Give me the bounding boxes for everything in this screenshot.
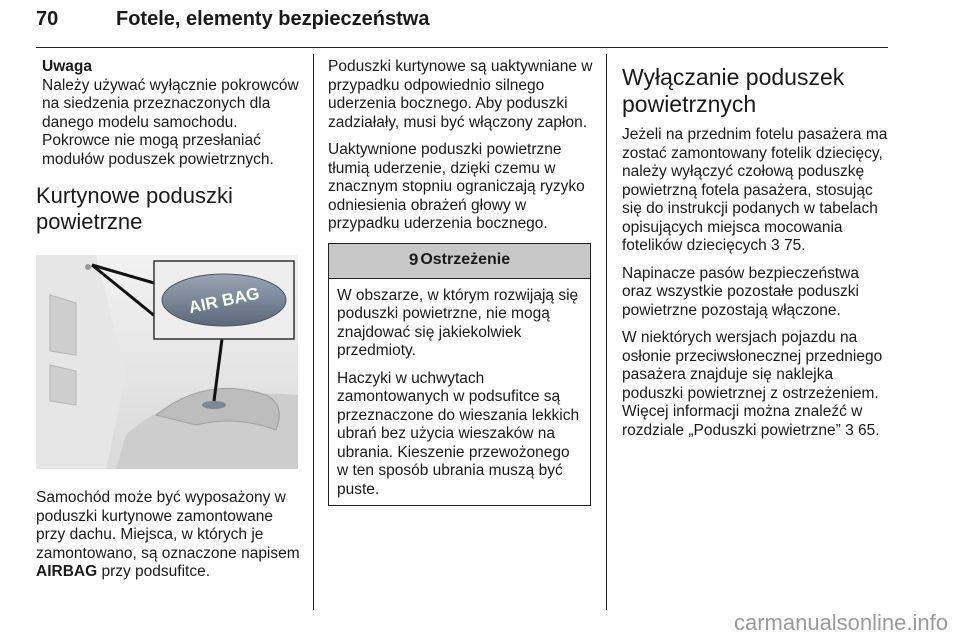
paragraph-text-end: przy podsufitce. <box>97 563 210 580</box>
airbag-badge-text: AIR BAG <box>187 283 262 318</box>
note-block <box>36 58 301 169</box>
watermark: carmanualsonline.info <box>733 610 948 635</box>
paragraph-pretensioners: Napinacze pasów bezpieczeństwa oraz wszystkie pozostałe poduszki powietrzne pozostają włączone. <box>622 264 859 319</box>
page-reference-link[interactable]: 3 65. <box>845 421 880 439</box>
column-3 <box>622 58 888 449</box>
page-header <box>36 6 888 42</box>
paragraph-effect: Uaktywnione poduszki powietrzne tłumią uderzenie, dzięki czemu w znacznym stopniu ograniczają ryzyko odniesienia obrażeń głowy w przypadku uderzenia bocznego. <box>328 141 585 232</box>
section-title: Fotele, elementy bezpieczeństwa <box>116 8 430 30</box>
column-divider-1 <box>313 54 314 610</box>
paragraph-activation: Poduszki kurtynowe są uaktywniane w przypadku odpowiednio silnego uderzenia bocznego. Aby poduszki zadziałały, musi być włączony zapłon. <box>328 58 593 131</box>
paragraph-sun-visor <box>622 329 888 440</box>
warning-title: Ostrzeżenie <box>420 251 511 269</box>
paragraph-text: W niektórych wersjach pojazdu na osłonie przeciwsłonecznej przedniego pasażera znajduje się naklejka poduszki powietrznej z ostrzeżeniem. Więcej informacji można znaleźć w rozdziale „Poduszki powietrzne” <box>622 329 883 439</box>
warning-header <box>329 244 590 279</box>
heading-deactivation: Wyłączanie poduszek powietrznych <box>622 64 845 117</box>
paragraph-text: Samochód może być wyposażony w poduszki kurtynowe zamontowane przy dachu. Miejsca, w których je zamontowano, są oznaczone napisem <box>36 489 300 562</box>
paragraph-child-seat <box>622 126 888 256</box>
warning-box <box>328 243 591 507</box>
warning-text-2: Haczyki w uchwytach zamontowanych w podsufitce są przeznaczone do wieszania lekkich ubrań bez użycia wieszaków na ubrania. Kieszenie przewożonego w ten sposób ubrania muszą być puste. <box>337 369 580 498</box>
column-1 <box>36 58 301 591</box>
column-2 <box>328 58 594 506</box>
column-divider-2 <box>606 54 607 610</box>
airbag-label-text: AIRBAG <box>36 563 98 580</box>
curtain-airbag-paragraph <box>36 489 301 582</box>
warning-text-1: W obszarze, w którym rozwijają się poduszki powietrzne, nie mogą znajdować się jakiekolwiek przedmioty. <box>337 286 579 359</box>
airbag-figure <box>36 255 298 469</box>
note-text: Należy używać wyłącznie pokrowców na siedzenia przeznaczonych dla danego modelu samochodu. Pokrowce nie mogą przesłaniać modułów poduszek powietrznych. <box>42 76 299 168</box>
header-divider <box>36 47 888 48</box>
warning-triangle-icon: 9 <box>408 250 419 270</box>
paragraph-text: Jeżeli na przednim fotelu pasażera ma zostać zamontowany fotelik dziecięcy, należy wyłączyć czołową poduszkę powietrzną fotela pasażera, stosując się do instrukcji podanych w tabelach opisujących miejsca mocowania fotelików dziecięcych <box>622 126 888 254</box>
warning-body <box>329 279 590 506</box>
page-number: 70 <box>36 8 59 30</box>
airbag-illustration <box>36 255 298 469</box>
heading-curtain-airbags: Kurtynowe poduszki powietrzne <box>36 183 233 234</box>
page-reference-link[interactable]: 3 75. <box>771 237 806 254</box>
note-title: Uwaga <box>42 58 92 75</box>
